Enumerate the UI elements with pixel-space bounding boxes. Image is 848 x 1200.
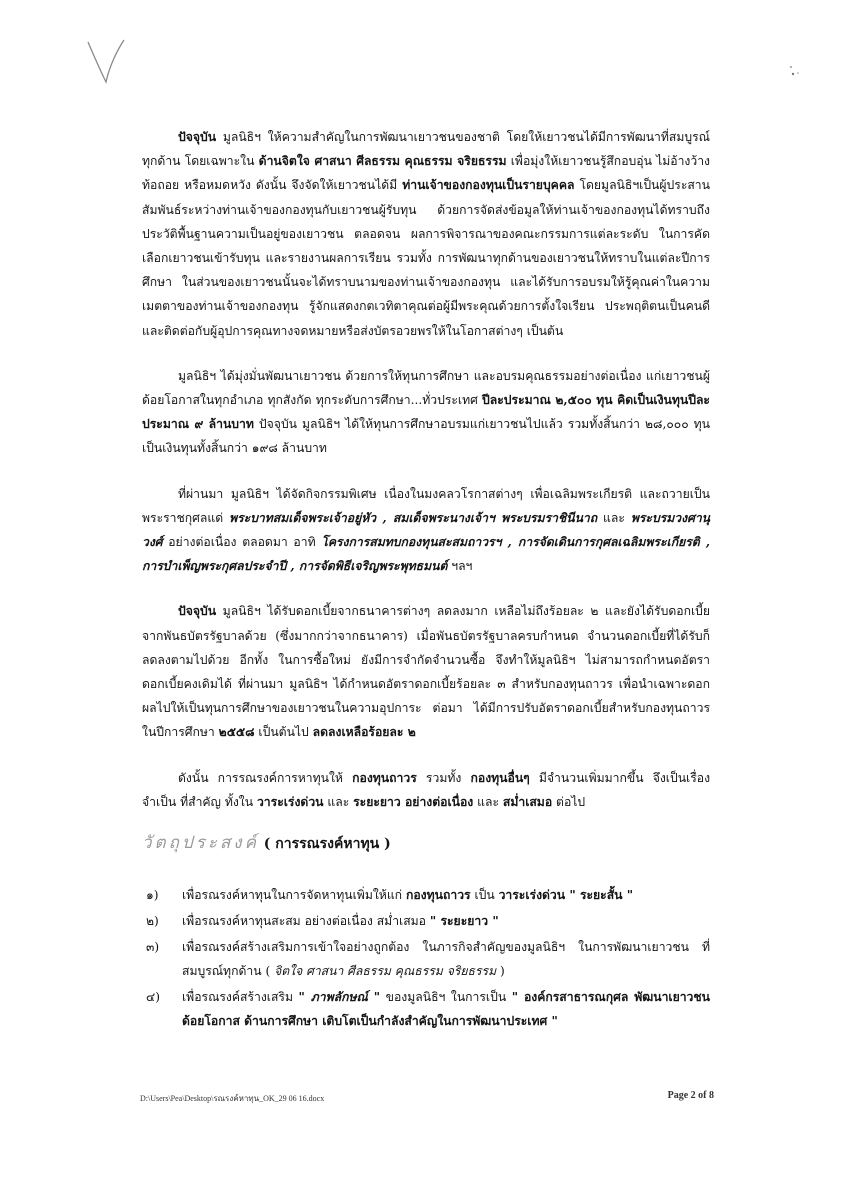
file-path: D:\Users\Pea\Desktop\รณรงค์หาทุน_OK_29 06 16.docx [140,1094,325,1103]
page-footer [140,1090,714,1106]
stray-marks [786,64,806,84]
objectives-heading [142,828,710,859]
list-number: ๔) [146,990,160,1005]
objectives-list [142,883,710,1033]
list-number: ๒) [146,914,159,929]
page-number: Page 2 of 8 [667,1090,714,1101]
list-item: ๔) เพื่อรณรงค์สร้างเสริม " ภาพลักษณ์ " ของมูลนิธิฯ ในการเป็น " องค์กรสาธารณกุศล พัฒนาเยาวชนด้อยโอกาส ด้านการศึกษา เติบโตเป็นกำลังสำคัญในการพัฒนาประเทศ " [142,985,710,1033]
document-body [142,125,710,1035]
paragraph-scholarships: มูลนิธิฯ ได้มุ่งมั่นพัฒนาเยาวชน ด้วยการให้ทุนการศึกษา และอบรมคุณธรรมอย่างต่อเนื่อง แก่เยาวชนผู้ด้อยโอกาสในทุกอำเภอ ทุกสังกัด ทุกระดับการศึกษา...ทั่วประเทศ ปีละประมาณ ๒,๕๐๐ ทุน คิดเป็นเงินทุนปีละประมาณ ๙ ล้านบาท ปัจจุบัน มูลนิธิฯ ได้ให้ทุนการศึกษาอบรมแก่เยาวชนไปแล้ว รวมทั้งสิ้นกว่า ๒๘,๐๐๐ ทุน เป็นเงินทุนทั้งสิ้นกว่า ๑๙๘ ล้านบาท [142,368,711,456]
paragraph-conclusion: ดังนั้น การรณรงค์การหาทุนให้ กองทุนถาวร รวมทั้ง กองทุนอื่นๆ มีจำนวนเพิ่มมากขึ้น จึงเป็นเรื่องจำเป็น ที่สำคัญ ทั้งใน วาระเร่งด่วน และ ระยะยาว อย่างต่อเนื่อง และ สม่ำเสมอ ต่อไป [142,770,711,809]
list-number: ๑) [146,888,159,903]
handwritten-check-mark [86,38,126,84]
paragraph-special-activities: ที่ผ่านมา มูลนิธิฯ ได้จัดกิจกรรมพิเศษ เนื่องในมงคลวโรกาสต่างๆ เพื่อเฉลิมพระเกียรติ และถวายเป็นพระราชกุศลแด่ พระบาทสมเด็จพระเจ้าอยู่หัว , สมเด็จพระนางเจ้าฯ พระบรมราชินีนาถ และ พระบรมวงศานุวงศ์ อย่างต่อเนื่อง ตลอดมา อาทิ โครงการสมทบกองทุนสะสมถาวรฯ , การจัดเดินการกุศลเฉลิมพระเกียรติ , การบำเพ็ญพระกุศลประจำปี , การจัดพิธีเจริญพระพุทธมนต์ ฯลฯ [142,486,710,574]
objectives-heading-title: ( การรณรงค์หาทุน ) [263,836,391,853]
list-number: ๓) [146,940,160,955]
list-item: ๑) เพื่อรณรงค์หาทุนในการจัดหาทุนเพิ่มให้แก่ กองทุนถาวร เป็น วาระเร่งด่วน " ระยะสั้น " [142,883,710,907]
paragraph-current-focus: ปัจจุบัน มูลนิธิฯ ให้ความสำคัญในการพัฒนาเยาวชนของชาติ โดยให้เยาวชนได้มีการพัฒนาที่สมบูรณ์ทุกด้าน โดยเฉพาะใน ด้านจิตใจ ศาสนา ศีลธรรม คุณธรรม จริยธรรม เพื่อมุ่งให้เยาวชนรู้สึกอบอุ่น ไม่อ้างว้าง ท้อถอย หรือหมดหวัง ดังนั้น จึงจัดให้เยาวชนได้มี ท่านเจ้าของกองทุนเป็นรายบุคคล โดยมูลนิธิฯเป็นผู้ประสานสัมพันธ์ระหว่างท่านเจ้าของกองทุนกับเยาวชนผู้รับทุน ด้วยการจัดส่งข้อมูลให้ท่านเจ้าของกองทุนได้ทราบถึงประวัติพื้นฐานความเป็นอยู่ของเยาวชน ตลอดจน ผลการพิจารณาของคณะกรรมการแต่ละระดับ ในการคัดเลือกเยาวชนเข้ารับทุน และรายงานผลการเรียน รวมทั้ง การพัฒนาทุกด้านของเยาวชนให้ทราบในแต่ละปีการศึกษา ในส่วนของเยาวชนนั้นจะได้ทราบนามของท่านเจ้าของกองทุน และได้รับการอบรมให้รู้คุณค่าในความเมตตาของท่านเจ้าของกองทุน รู้จักแสดงกตเวทิตาคุณต่อผู้มีพระคุณด้วยการตั้งใจเรียน ประพฤติตนเป็นคนดี และติดต่อกับผู้อุปการคุณทางจดหมายหรือส่งบัตรอวยพรให้ในโอกาสต่างๆ เป็นต้น [142,130,711,338]
list-item: ๓) เพื่อรณรงค์สร้างเสริมการเข้าใจอย่างถูกต้อง ในภารกิจสำคัญของมูลนิธิฯ ในการพัฒนาเยาวชน ที่สมบูรณ์ทุกด้าน ( จิตใจ ศาสนา ศีลธรรม คุณธรรม จริยธรรม ) [142,935,710,983]
list-item: ๒) เพื่อรณรงค์หาทุนสะสม อย่างต่อเนื่อง สม่ำเสมอ " ระยะยาว " [142,909,710,933]
objectives-heading-handwritten: วัตถุประสงค์ [142,833,259,854]
paragraph-interest-rates: ปัจจุบัน มูลนิธิฯ ได้รับดอกเบี้ยจากธนาคารต่างๆ ลดลงมาก เหลือไม่ถึงร้อยละ ๒ และยังได้รับดอกเบี้ยจากพันธบัตรรัฐบาลด้วย (ซึ่งมากกว่าจากธนาคาร) เมื่อพันธบัตรรัฐบาลครบกำหนด จำนวนดอกเบี้ยที่ได้รับก็ลดลงตามไปด้วย อีกทั้ง ในการซื้อใหม่ ยังมีการจำกัดจำนวนซื้อ จึงทำให้มูลนิธิฯ ไม่สามารถกำหนดอัตราดอกเบี้ยคงเดิมได้ ที่ผ่านมา มูลนิธิฯ ได้กำหนดอัตราดอกเบี้ยร้อยละ ๓ สำหรับกองทุนถาวร เพื่อนำเฉพาะดอกผลไปให้เป็นทุนการศึกษาของเยาวชนในความอุปการะ ต่อมา ได้มีการปรับอัตราดอกเบี้ยสำหรับกองทุนถาวร ในปีการศึกษา ๒๕๕๘ เป็นต้นไป ลดลงเหลือร้อยละ ๒ [142,604,710,740]
